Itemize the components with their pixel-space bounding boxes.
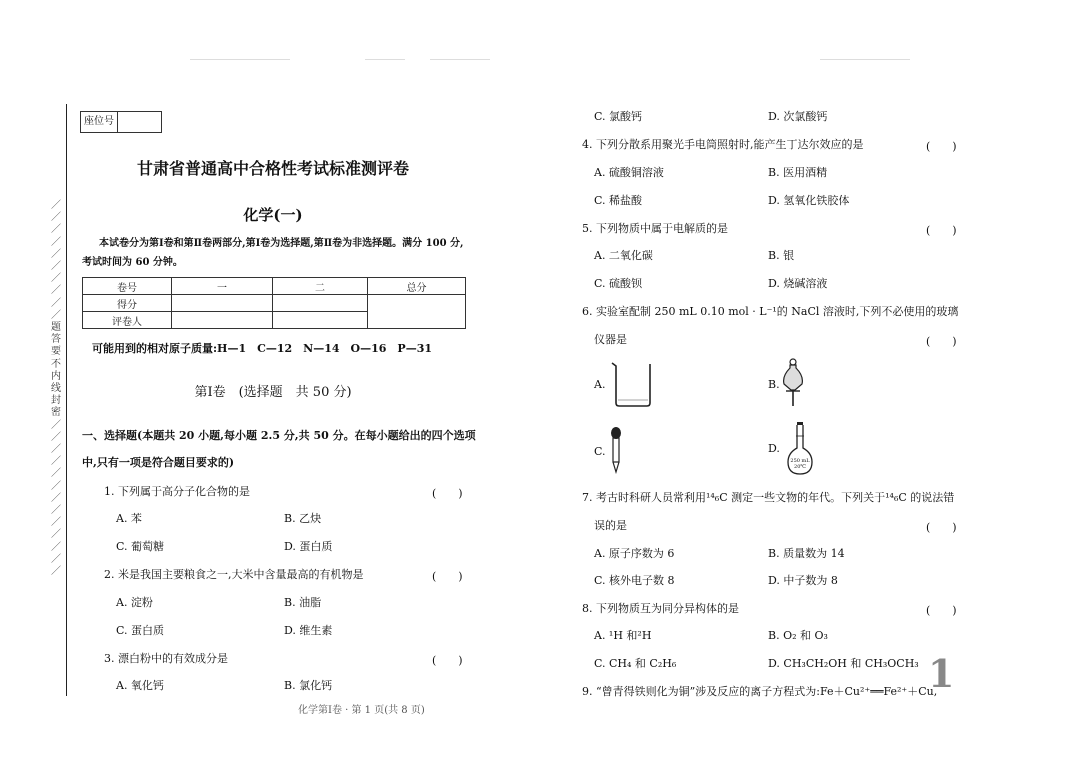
option-a: A. 硫酸铜溶液 <box>594 166 664 179</box>
option-c: C. 蛋白质 <box>116 624 165 637</box>
score-table <box>82 277 466 329</box>
binding-line <box>66 104 67 696</box>
option-b: B. 氯化钙 <box>284 679 333 692</box>
table-row <box>83 278 466 295</box>
answer-paren[interactable]: ( ) <box>432 654 463 667</box>
question-4-stem: 4. 下列分散系用聚光手电筒照射时,能产生丁达尔效应的是 <box>582 138 864 151</box>
option-a: A. <box>594 378 606 391</box>
option-d: D. 维生素 <box>284 624 333 637</box>
row-label: 得分 <box>83 295 172 312</box>
part-one-title: 第Ⅰ卷 (选择题 共 50 分) <box>194 385 352 400</box>
option-d: D. <box>768 442 780 455</box>
question-3-stem: 3. 漂白粉中的有效成分是 <box>104 652 228 665</box>
beaker-icon <box>609 360 653 408</box>
question-5-stem: 5. 下列物质中属于电解质的是 <box>582 222 728 235</box>
option-b: B. 油脂 <box>284 596 322 609</box>
option-b: B. 质量数为 14 <box>768 547 845 560</box>
option-a: A. 苯 <box>116 512 142 525</box>
instructions-line-1: 本试卷分为第Ⅰ卷和第Ⅱ卷两部分,第Ⅰ卷为选择题,第Ⅱ卷为非选择题。满分 100 分, <box>99 238 464 249</box>
option-c: C. 葡萄糖 <box>116 540 165 553</box>
question-2-stem: 2. 米是我国主要粮食之一,大米中含量最高的有机物是 <box>104 568 364 581</box>
option-d: D. 氢氧化铁胶体 <box>768 194 850 207</box>
answer-paren[interactable]: ( ) <box>926 335 957 348</box>
option-a: A. 氧化钙 <box>116 679 164 692</box>
dropper-icon <box>608 426 624 474</box>
answer-paren[interactable]: ( ) <box>432 487 463 500</box>
option-d: D. 次氯酸钙 <box>768 110 828 123</box>
question-7-stem-cont: 误的是 <box>594 519 627 532</box>
answer-paren[interactable]: ( ) <box>926 521 957 534</box>
question-6-stem-cont: 仪器是 <box>594 333 627 346</box>
option-d: D. 蛋白质 <box>284 540 333 553</box>
option-d: D. 中子数为 8 <box>768 574 838 587</box>
table-header: 二 <box>273 278 368 295</box>
seat-number-label: 座位号 <box>81 112 118 132</box>
seat-number-box[interactable] <box>80 111 162 133</box>
grader-cell[interactable] <box>172 312 273 329</box>
table-row <box>83 295 466 312</box>
question-7-stem: 7. 考古时科研人员常利用¹⁴₆C 测定一些文物的年代。下列关于¹⁴₆C 的说法错 <box>582 491 955 504</box>
flask-label-temp: 20℃ <box>794 464 806 470</box>
section-heading-2: 中,只有一项是符合题目要求的) <box>82 456 235 469</box>
row-label: 评卷人 <box>83 312 172 329</box>
answer-paren[interactable]: ( ) <box>926 140 957 153</box>
option-c: C. 核外电子数 8 <box>594 574 675 587</box>
instructions-line-2: 考试时间为 60 分钟。 <box>82 257 183 268</box>
option-c: C. 硫酸钡 <box>594 277 643 290</box>
subject-title: 化学(一) <box>243 206 303 224</box>
total-cell[interactable] <box>368 295 466 329</box>
option-c: C. <box>594 445 606 458</box>
score-cell[interactable] <box>273 295 368 312</box>
answer-paren[interactable]: ( ) <box>926 224 957 237</box>
option-b: B. 银 <box>768 249 795 262</box>
question-6-stem: 6. 实验室配制 250 mL 0.10 mol · L⁻¹的 NaCl 溶液时,下列不必使用的玻璃 <box>582 305 959 318</box>
option-b: B. 乙炔 <box>284 512 322 525</box>
option-c: C. 氯酸钙 <box>594 110 643 123</box>
grader-cell[interactable] <box>273 312 368 329</box>
question-9-stem: 9. “曾青得铁则化为铜”涉及反应的离子方程式为:Fe＋Cu²⁺══Fe²⁺＋Cu, <box>582 685 938 698</box>
option-c: C. CH₄ 和 C₂H₆ <box>594 657 677 670</box>
page-number-mark: 1 <box>928 651 955 696</box>
exam-title: 甘肃省普通高中合格性考试标准测评卷 <box>136 159 409 178</box>
option-b: B. <box>768 378 780 391</box>
table-header: 一 <box>172 278 273 295</box>
option-c: C. 稀盐酸 <box>594 194 643 207</box>
section-heading-1: 一、选择题(本题共 20 小题,每小题 2.5 分,共 50 分。在每小题给出的四个选项 <box>82 429 476 442</box>
page-footer: 化学第Ⅰ卷 · 第 1 页(共 8 页) <box>298 705 425 716</box>
question-1-stem: 1. 下列属于高分子化合物的是 <box>104 485 250 498</box>
binding-note: ／ ／ ／ ／ ／ ／ ／ ／ ／ ／ 题 答 要 不 内 线 封 密 ／ ／ ／ ／ ／ ／ ／ ／ ／ ／ ／ ／ ／ <box>51 200 61 578</box>
scan-mark <box>190 59 290 60</box>
option-a: A. 原子序数为 6 <box>594 547 675 560</box>
table-header: 总分 <box>368 278 466 295</box>
option-b: B. O₂ 和 O₃ <box>768 629 828 642</box>
option-a: A. ¹H 和²H <box>594 629 652 642</box>
option-b: B. 医用酒精 <box>768 166 828 179</box>
option-a: A. 淀粉 <box>116 596 153 609</box>
score-cell[interactable] <box>172 295 273 312</box>
scan-mark <box>820 59 910 60</box>
option-d: D. CH₃CH₂OH 和 CH₃OCH₃ <box>768 657 919 670</box>
scan-mark <box>365 59 405 60</box>
question-8-stem: 8. 下列物质互为同分异构体的是 <box>582 602 739 615</box>
answer-paren[interactable]: ( ) <box>926 604 957 617</box>
flask-label-volume: 250 mL <box>790 458 810 464</box>
scan-mark <box>430 59 490 60</box>
separatory-funnel-icon <box>780 358 806 408</box>
atomic-mass-note: 可能用到的相对原子质量:H—1 C—12 N—14 O—16 P—31 <box>92 342 432 355</box>
option-a: A. 二氧化碳 <box>594 249 653 262</box>
answer-paren[interactable]: ( ) <box>432 570 463 583</box>
table-header: 卷号 <box>83 278 172 295</box>
option-d: D. 烧碱溶液 <box>768 277 828 290</box>
